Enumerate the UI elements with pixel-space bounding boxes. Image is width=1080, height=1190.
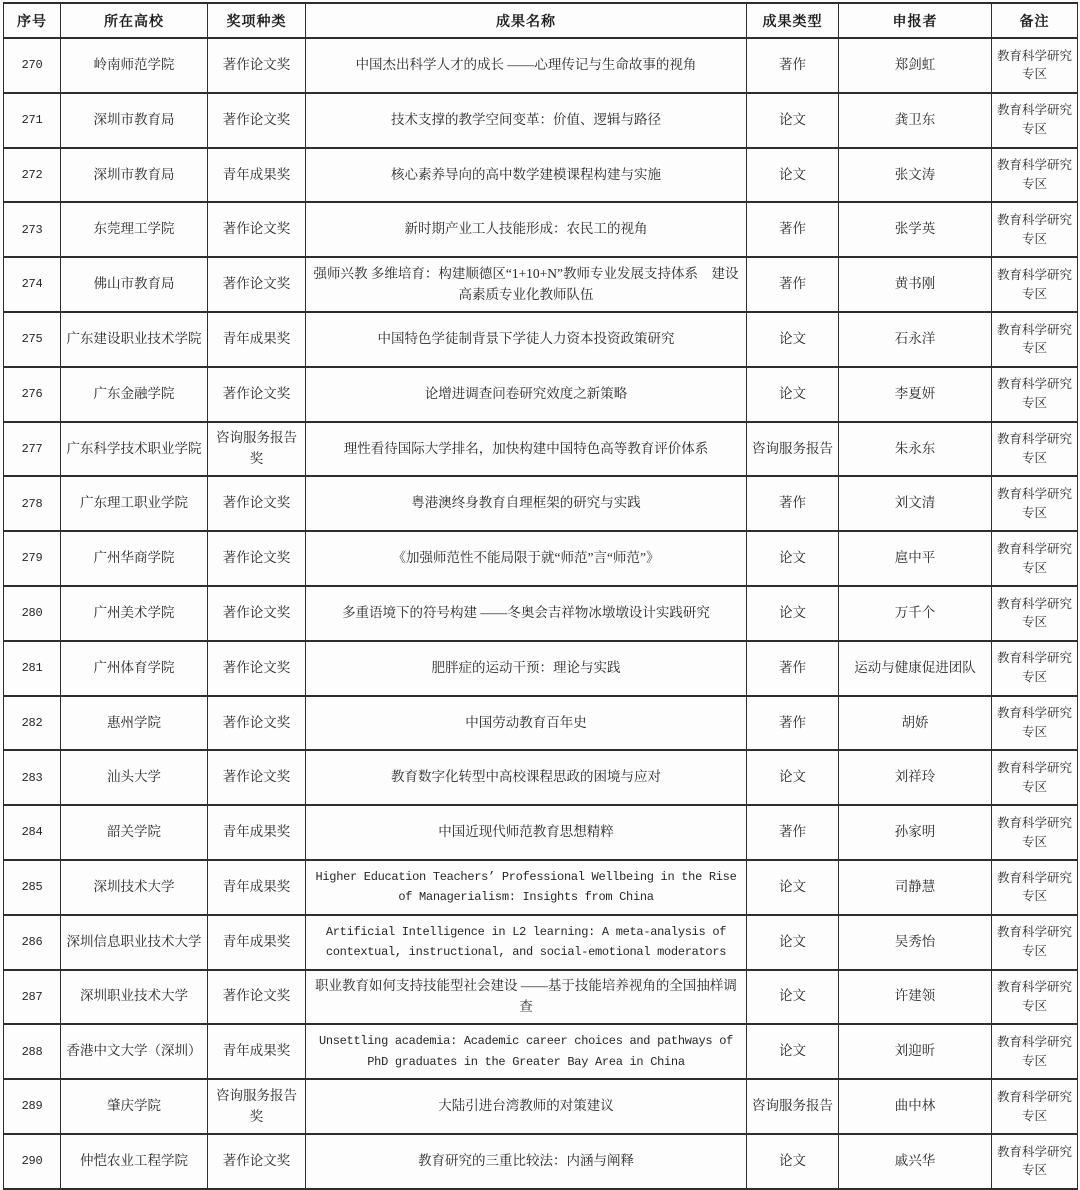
- cell-remark: 教育科学研究专区: [992, 312, 1078, 367]
- table-row: [4, 970, 1078, 1025]
- cell-serial: 285: [4, 860, 61, 915]
- cell-result-type: 论文: [747, 148, 839, 203]
- cell-title: 中国特色学徒制背景下学徒人力资本投资政策研究: [306, 312, 747, 367]
- cell-title: Artificial Intelligence in L2 learning: A meta-analysis of contextual, instructional, and social-emotional moderators: [306, 915, 747, 970]
- cell-school: 广东理工职业学院: [61, 476, 208, 531]
- cell-serial: 282: [4, 696, 61, 751]
- table-row: [4, 202, 1078, 257]
- cell-award-type: 青年成果奖: [208, 1024, 306, 1079]
- cell-applicant: 万千个: [839, 586, 992, 641]
- cell-school: 汕头大学: [61, 750, 208, 805]
- cell-school: 深圳职业技术大学: [61, 970, 208, 1025]
- cell-applicant: 郑剑虹: [839, 38, 992, 93]
- cell-result-type: 论文: [747, 312, 839, 367]
- cell-school: 广州美术学院: [61, 586, 208, 641]
- cell-serial: 278: [4, 476, 61, 531]
- cell-serial: 280: [4, 586, 61, 641]
- cell-remark: 教育科学研究专区: [992, 750, 1078, 805]
- cell-remark: 教育科学研究专区: [992, 915, 1078, 970]
- table-row: [4, 257, 1078, 312]
- cell-serial: 279: [4, 531, 61, 586]
- cell-remark: 教育科学研究专区: [992, 367, 1078, 422]
- cell-award-type: 青年成果奖: [208, 148, 306, 203]
- cell-title: 肥胖症的运动干预：理论与实践: [306, 641, 747, 696]
- cell-result-type: 咨询服务报告: [747, 422, 839, 477]
- table-row: [4, 1079, 1078, 1134]
- cell-remark: 教育科学研究专区: [992, 93, 1078, 148]
- cell-title: Higher Education Teachers’ Professional Wellbeing in the Rise of Managerialism: Insights from China: [306, 860, 747, 915]
- cell-award-type: 著作论文奖: [208, 202, 306, 257]
- cell-title: 中国劳动教育百年史: [306, 696, 747, 751]
- cell-school: 岭南师范学院: [61, 38, 208, 93]
- cell-applicant: 张文涛: [839, 148, 992, 203]
- header-title: 成果名称: [306, 3, 747, 38]
- cell-title: 职业教育如何支持技能型社会建设 ——基于技能培养视角的全国抽样调查: [306, 970, 747, 1025]
- cell-applicant: 刘祥玲: [839, 750, 992, 805]
- cell-serial: 289: [4, 1079, 61, 1134]
- table-row: [4, 422, 1078, 477]
- cell-remark: 教育科学研究专区: [992, 202, 1078, 257]
- table-row: [4, 93, 1078, 148]
- cell-result-type: 著作: [747, 202, 839, 257]
- cell-applicant: 李夏妍: [839, 367, 992, 422]
- table-row: [4, 805, 1078, 860]
- cell-result-type: 论文: [747, 93, 839, 148]
- cell-title: 《加强师范性不能局限于就“师范”言“师范”》: [306, 531, 747, 586]
- cell-title: 论增进调查问卷研究效度之新策略: [306, 367, 747, 422]
- cell-applicant: 许建领: [839, 970, 992, 1025]
- cell-title: 多重语境下的符号构建 ——冬奥会吉祥物冰墩墩设计实践研究: [306, 586, 747, 641]
- cell-school: 佛山市教育局: [61, 257, 208, 312]
- cell-remark: 教育科学研究专区: [992, 148, 1078, 203]
- table-row: [4, 1134, 1078, 1189]
- cell-title: 粤港澳终身教育自理框架的研究与实践: [306, 476, 747, 531]
- cell-remark: 教育科学研究专区: [992, 257, 1078, 312]
- header-serial: 序号: [4, 3, 61, 38]
- cell-applicant: 戚兴华: [839, 1134, 992, 1189]
- cell-remark: 教育科学研究专区: [992, 641, 1078, 696]
- cell-serial: 284: [4, 805, 61, 860]
- cell-award-type: 青年成果奖: [208, 312, 306, 367]
- cell-applicant: 运动与健康促进团队: [839, 641, 992, 696]
- table-row: [4, 312, 1078, 367]
- cell-remark: 教育科学研究专区: [992, 1079, 1078, 1134]
- cell-remark: 教育科学研究专区: [992, 476, 1078, 531]
- cell-award-type: 著作论文奖: [208, 970, 306, 1025]
- cell-serial: 273: [4, 202, 61, 257]
- cell-result-type: 著作: [747, 805, 839, 860]
- cell-award-type: 著作论文奖: [208, 586, 306, 641]
- header-applicant: 申报者: [839, 3, 992, 38]
- cell-award-type: 著作论文奖: [208, 641, 306, 696]
- header-award-type: 奖项种类: [208, 3, 306, 38]
- cell-applicant: 吴秀怡: [839, 915, 992, 970]
- table-row: [4, 531, 1078, 586]
- cell-title: 大陆引进台湾教师的对策建议: [306, 1079, 747, 1134]
- cell-applicant: 黄书刚: [839, 257, 992, 312]
- header-result-type: 成果类型: [747, 3, 839, 38]
- cell-remark: 教育科学研究专区: [992, 1134, 1078, 1189]
- cell-applicant: 石永洋: [839, 312, 992, 367]
- table-row: [4, 860, 1078, 915]
- cell-result-type: 论文: [747, 531, 839, 586]
- cell-remark: 教育科学研究专区: [992, 696, 1078, 751]
- cell-result-type: 论文: [747, 586, 839, 641]
- cell-school: 深圳市教育局: [61, 148, 208, 203]
- cell-award-type: 青年成果奖: [208, 805, 306, 860]
- cell-result-type: 论文: [747, 1134, 839, 1189]
- cell-result-type: 论文: [747, 750, 839, 805]
- table-row: [4, 586, 1078, 641]
- cell-school: 香港中文大学（深圳）: [61, 1024, 208, 1079]
- table-row: [4, 476, 1078, 531]
- cell-result-type: 论文: [747, 915, 839, 970]
- table-row: [4, 38, 1078, 93]
- cell-remark: 教育科学研究专区: [992, 970, 1078, 1025]
- cell-school: 广州体育学院: [61, 641, 208, 696]
- cell-award-type: 著作论文奖: [208, 367, 306, 422]
- cell-applicant: 扈中平: [839, 531, 992, 586]
- cell-award-type: 咨询服务报告奖: [208, 422, 306, 477]
- cell-remark: 教育科学研究专区: [992, 860, 1078, 915]
- cell-serial: 288: [4, 1024, 61, 1079]
- cell-title: 核心素养导向的高中数学建模课程构建与实施: [306, 148, 747, 203]
- cell-result-type: 著作: [747, 257, 839, 312]
- cell-serial: 290: [4, 1134, 61, 1189]
- cell-award-type: 青年成果奖: [208, 860, 306, 915]
- cell-title: 教育数字化转型中高校课程思政的困境与应对: [306, 750, 747, 805]
- cell-serial: 281: [4, 641, 61, 696]
- cell-school: 深圳市教育局: [61, 93, 208, 148]
- header-school: 所在高校: [61, 3, 208, 38]
- cell-applicant: 张学英: [839, 202, 992, 257]
- cell-applicant: 朱永东: [839, 422, 992, 477]
- cell-school: 肇庆学院: [61, 1079, 208, 1134]
- table-row: [4, 696, 1078, 751]
- cell-title: Unsettling academia: Academic career choices and pathways of PhD graduates in the Greater Bay Area in China: [306, 1024, 747, 1079]
- cell-serial: 283: [4, 750, 61, 805]
- cell-result-type: 论文: [747, 860, 839, 915]
- table-body: [4, 38, 1078, 1189]
- cell-school: 深圳信息职业技术大学: [61, 915, 208, 970]
- cell-applicant: 龚卫东: [839, 93, 992, 148]
- cell-result-type: 论文: [747, 1024, 839, 1079]
- table-row: [4, 148, 1078, 203]
- cell-school: 广东金融学院: [61, 367, 208, 422]
- cell-award-type: 著作论文奖: [208, 531, 306, 586]
- cell-award-type: 著作论文奖: [208, 1134, 306, 1189]
- cell-serial: 270: [4, 38, 61, 93]
- cell-applicant: 刘文清: [839, 476, 992, 531]
- cell-school: 惠州学院: [61, 696, 208, 751]
- cell-serial: 271: [4, 93, 61, 148]
- cell-title: 理性看待国际大学排名，加快构建中国特色高等教育评价体系: [306, 422, 747, 477]
- table-row: [4, 1024, 1078, 1079]
- cell-title: 新时期产业工人技能形成：农民工的视角: [306, 202, 747, 257]
- cell-result-type: 著作: [747, 641, 839, 696]
- cell-result-type: 咨询服务报告: [747, 1079, 839, 1134]
- cell-serial: 277: [4, 422, 61, 477]
- cell-applicant: 曲中林: [839, 1079, 992, 1134]
- cell-serial: 286: [4, 915, 61, 970]
- cell-remark: 教育科学研究专区: [992, 38, 1078, 93]
- cell-title: 教育研究的三重比较法：内涵与阐释: [306, 1134, 747, 1189]
- cell-serial: 274: [4, 257, 61, 312]
- cell-applicant: 司静慧: [839, 860, 992, 915]
- cell-title: 强师兴教 多维培育：构建顺德区“1+10+N”教师专业发展支持体系 建设高素质专业化教师队伍: [306, 257, 747, 312]
- cell-award-type: 咨询服务报告奖: [208, 1079, 306, 1134]
- cell-serial: 272: [4, 148, 61, 203]
- cell-remark: 教育科学研究专区: [992, 805, 1078, 860]
- cell-result-type: 论文: [747, 367, 839, 422]
- cell-title: 中国近现代师范教育思想精粹: [306, 805, 747, 860]
- cell-school: 广州华商学院: [61, 531, 208, 586]
- table-row: [4, 367, 1078, 422]
- award-table: [3, 2, 1078, 1190]
- cell-award-type: 著作论文奖: [208, 696, 306, 751]
- table-row: [4, 750, 1078, 805]
- cell-school: 广东建设职业技术学院: [61, 312, 208, 367]
- cell-applicant: 刘迎昕: [839, 1024, 992, 1079]
- cell-school: 韶关学院: [61, 805, 208, 860]
- cell-applicant: 孙家明: [839, 805, 992, 860]
- cell-award-type: 著作论文奖: [208, 257, 306, 312]
- cell-award-type: 青年成果奖: [208, 915, 306, 970]
- cell-title: 技术支撑的教学空间变革：价值、逻辑与路径: [306, 93, 747, 148]
- cell-award-type: 著作论文奖: [208, 476, 306, 531]
- cell-result-type: 著作: [747, 38, 839, 93]
- cell-remark: 教育科学研究专区: [992, 586, 1078, 641]
- cell-remark: 教育科学研究专区: [992, 531, 1078, 586]
- cell-remark: 教育科学研究专区: [992, 422, 1078, 477]
- cell-result-type: 论文: [747, 970, 839, 1025]
- table-header: [4, 3, 1078, 38]
- cell-serial: 276: [4, 367, 61, 422]
- table-row: [4, 915, 1078, 970]
- cell-award-type: 著作论文奖: [208, 750, 306, 805]
- cell-result-type: 著作: [747, 476, 839, 531]
- cell-remark: 教育科学研究专区: [992, 1024, 1078, 1079]
- cell-school: 广东科学技术职业学院: [61, 422, 208, 477]
- header-row: [4, 3, 1078, 38]
- cell-serial: 287: [4, 970, 61, 1025]
- cell-award-type: 著作论文奖: [208, 93, 306, 148]
- cell-serial: 275: [4, 312, 61, 367]
- header-remark: 备注: [992, 3, 1078, 38]
- cell-school: 深圳技术大学: [61, 860, 208, 915]
- cell-school: 仲恺农业工程学院: [61, 1134, 208, 1189]
- cell-award-type: 著作论文奖: [208, 38, 306, 93]
- cell-applicant: 胡娇: [839, 696, 992, 751]
- cell-title: 中国杰出科学人才的成长 ——心理传记与生命故事的视角: [306, 38, 747, 93]
- cell-result-type: 著作: [747, 696, 839, 751]
- cell-school: 东莞理工学院: [61, 202, 208, 257]
- table-row: [4, 641, 1078, 696]
